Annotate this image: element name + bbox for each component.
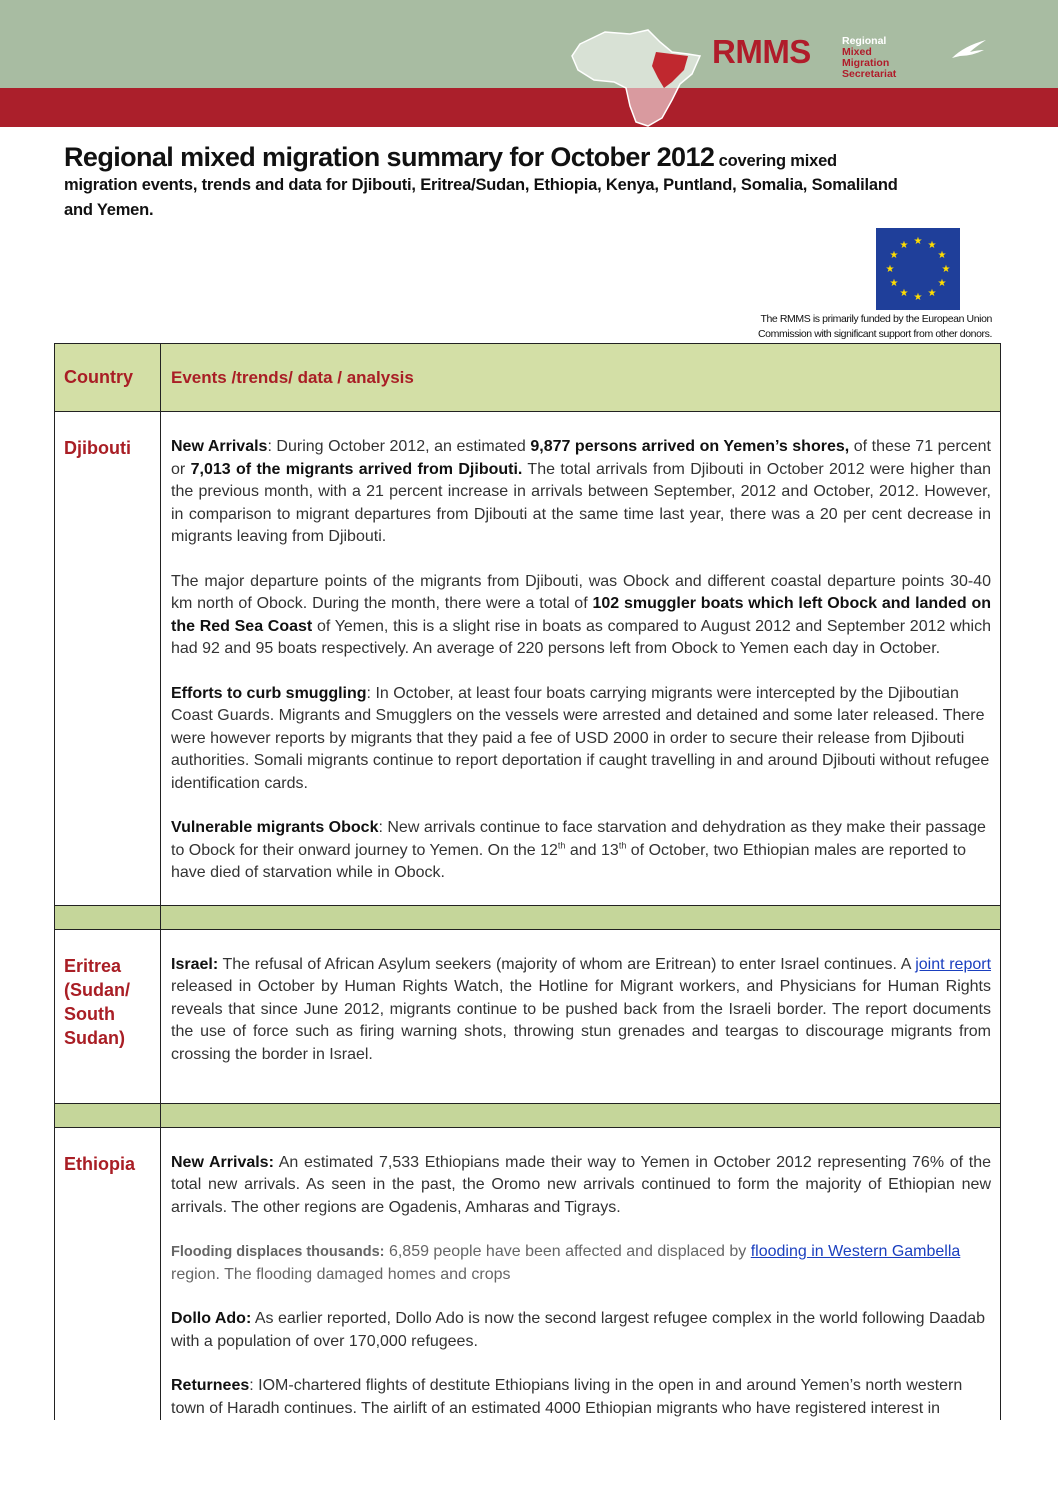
para-text: 6,859 people have been affected and displaced by <box>384 1243 751 1260</box>
funding-note <box>690 312 992 342</box>
svg-text:★: ★ <box>889 278 899 289</box>
para-heading: Israel: <box>171 955 219 973</box>
eu-flag-icon <box>876 228 960 310</box>
summary-table <box>54 343 1001 1420</box>
svg-text:★: ★ <box>889 250 899 261</box>
title-main: Regional mixed migration summary for October 2012 <box>64 142 715 172</box>
para-text: released in October by Human Rights Watch, the Hotline for Migrant workers, and Physicians for Human Rights reveals that since June 2012, migrants continue to be pushed back from the Israeli border. The report documents the use of force such as firing warning shots, throwing stun grenades and teargas to discourage migrants from crossing the border in Israel. <box>171 978 991 1063</box>
paragraph <box>171 817 991 885</box>
para-bold: 7,013 of the migrants arrived from Djibouti. <box>190 460 523 478</box>
table-header-row <box>55 344 1001 412</box>
flooding-link[interactable]: flooding in Western Gambella <box>750 1243 961 1260</box>
events-eritrea <box>161 929 1001 1103</box>
superscript: th <box>618 840 627 851</box>
separator-cell <box>161 905 1001 929</box>
para-text: and 13 <box>565 841 619 859</box>
logo-sub-line: Secretariat <box>842 68 897 80</box>
events-djibouti <box>161 412 1001 906</box>
svg-text:★: ★ <box>899 240 909 251</box>
para-text: : In October, at least four boats carrying migrants were intercepted by the Djiboutian Coast Guards. Migrants and Smugglers on the vessels were arrested and detained and some later released. There were however reports by migrants that they paid a fee of USD 2000 in order to secure their release from Djibouti authorities. Somali migrants continue to report deportation if caught travelling in and around Djibouti without refugee identification cards. <box>171 684 990 792</box>
svg-text:★: ★ <box>927 288 937 299</box>
svg-text:★: ★ <box>885 264 895 275</box>
logo-subtitle <box>842 36 896 80</box>
table-row-djibouti <box>55 412 1001 906</box>
table-separator-row <box>55 1103 1001 1127</box>
separator-cell <box>55 905 161 929</box>
para-text: : IOM-chartered flights of destitute Ethiopians living in the open in and around Yemen’s north western town of Haradh continues. The airlift of an estimated 4000 Ethiopian migrants who have registered interest in <box>171 1377 963 1417</box>
paragraph <box>171 436 991 549</box>
para-heading: Vulnerable migrants Obock <box>171 819 379 836</box>
para-bold: 9,877 persons arrived on Yemen’s shores, <box>530 438 850 455</box>
country-line: Eritrea <box>64 955 122 976</box>
separator-cell <box>55 1103 161 1127</box>
para-text: As earlier reported, Dollo Ado is now the second largest refugee complex in the world following Daadab with a population of over 170,000 refugees. <box>171 1310 986 1350</box>
para-heading: New Arrivals <box>171 438 268 455</box>
svg-text:★: ★ <box>937 278 947 289</box>
separator-cell <box>161 1103 1001 1127</box>
header-band-red <box>0 88 1058 127</box>
country-djibouti: Djibouti <box>55 412 161 906</box>
svg-text:★: ★ <box>937 250 947 261</box>
logo-sub-line: Regional <box>842 35 887 47</box>
para-heading: Dollo Ado: <box>171 1310 252 1327</box>
title-sub-line: and Yemen. <box>64 201 154 219</box>
events-ethiopia <box>161 1127 1001 1420</box>
svg-text:★: ★ <box>913 236 923 247</box>
para-heading: Efforts to curb smuggling <box>171 684 367 702</box>
para-heading: Returnees <box>171 1377 250 1394</box>
paragraph <box>171 954 991 1067</box>
page-title <box>64 142 1004 223</box>
africa-map-icon <box>560 22 710 132</box>
funding-line: Commission with significant support from other donors. <box>757 328 992 340</box>
paragraph <box>171 683 991 796</box>
logo-sub-line: Mixed Migration <box>842 46 890 69</box>
header-country: Country <box>55 344 161 412</box>
joint-report-link[interactable]: joint report <box>915 955 992 973</box>
para-text: of October, two Ethiopian males are reported to have died of starvation while in Obock. <box>171 841 967 881</box>
svg-text:★: ★ <box>899 288 909 299</box>
superscript: th <box>557 840 566 851</box>
table-row-ethiopia <box>55 1127 1001 1420</box>
country-ethiopia: Ethiopia <box>55 1127 161 1420</box>
country-eritrea <box>55 929 161 1103</box>
paragraph <box>171 1375 991 1420</box>
para-text: region. The flooding damaged homes and crops <box>171 1265 511 1283</box>
para-heading: Flooding displaces thousands: <box>171 1244 385 1260</box>
para-text: of these 71 percent or <box>171 438 991 478</box>
header-band-green <box>0 0 1058 88</box>
para-heading: New Arrivals: <box>171 1153 274 1171</box>
para-text: : New arrivals continue to face starvation and dehydration as they make their passage to Obock for their onward journey to Yemen. On the 12 <box>171 819 986 859</box>
para-text: : During October 2012, an estimated <box>267 438 531 455</box>
bird-icon <box>950 38 988 62</box>
country-line: (Sudan/ <box>64 979 130 1000</box>
paragraph <box>171 1308 991 1353</box>
para-text: The refusal of African Asylum seekers (majority of whom are Eritrean) to enter Israel continues. A <box>218 955 916 973</box>
paragraph <box>171 571 991 661</box>
para-bold: 102 smuggler boats which left Obock and landed on the Red Sea Coast <box>171 595 992 635</box>
logo-text: RMMS <box>712 33 811 70</box>
svg-text:★: ★ <box>913 292 923 303</box>
table-row-eritrea <box>55 929 1001 1103</box>
table-separator-row <box>55 905 1001 929</box>
country-line: South <box>64 1003 115 1024</box>
para-text: The major departure points of the migrants from Djibouti, was Obock and different coastal departure points 30-40 km north of Obock. During the month, there were a total of <box>171 572 991 612</box>
svg-text:★: ★ <box>927 240 937 251</box>
paragraph <box>171 1241 991 1286</box>
funding-line: The RMMS is primarily funded by the European Union <box>760 313 992 325</box>
header-events: Events /trends/ data / analysis <box>161 344 1001 412</box>
para-text: The total arrivals from Djibouti in October 2012 were higher than the previous month, with a 21 percent increase in arrivals between September, 2012 and October, 2012. However, in comparison to migrant departures from Djibouti at the same time last year, there was a 20 per cent decrease in migrants leaving from Djibouti. <box>171 460 991 545</box>
svg-text:★: ★ <box>941 264 951 275</box>
paragraph <box>171 1152 991 1220</box>
title-sub-inline: covering mixed <box>714 152 837 170</box>
country-line: Sudan) <box>64 1027 125 1048</box>
title-sub-line: migration events, trends and data for Djibouti, Eritrea/Sudan, Ethiopia, Kenya, Puntland, Somalia, Somaliland <box>64 176 898 194</box>
para-text: An estimated 7,533 Ethiopians made their way to Yemen in October 2012 representing 76% of the total new arrivals. As seen in the past, the Oromo new arrivals continued to form the majority of Ethiopian new arrivals. The other regions are Ogadenis, Amharas and Tigrays. <box>171 1153 991 1216</box>
para-text: of Yemen, this is a slight rise in boats as compared to August 2012 and September 2012 which had 92 and 95 boats respectively. An average of 220 persons left from Obock to Yemen each day in October. <box>171 617 991 657</box>
